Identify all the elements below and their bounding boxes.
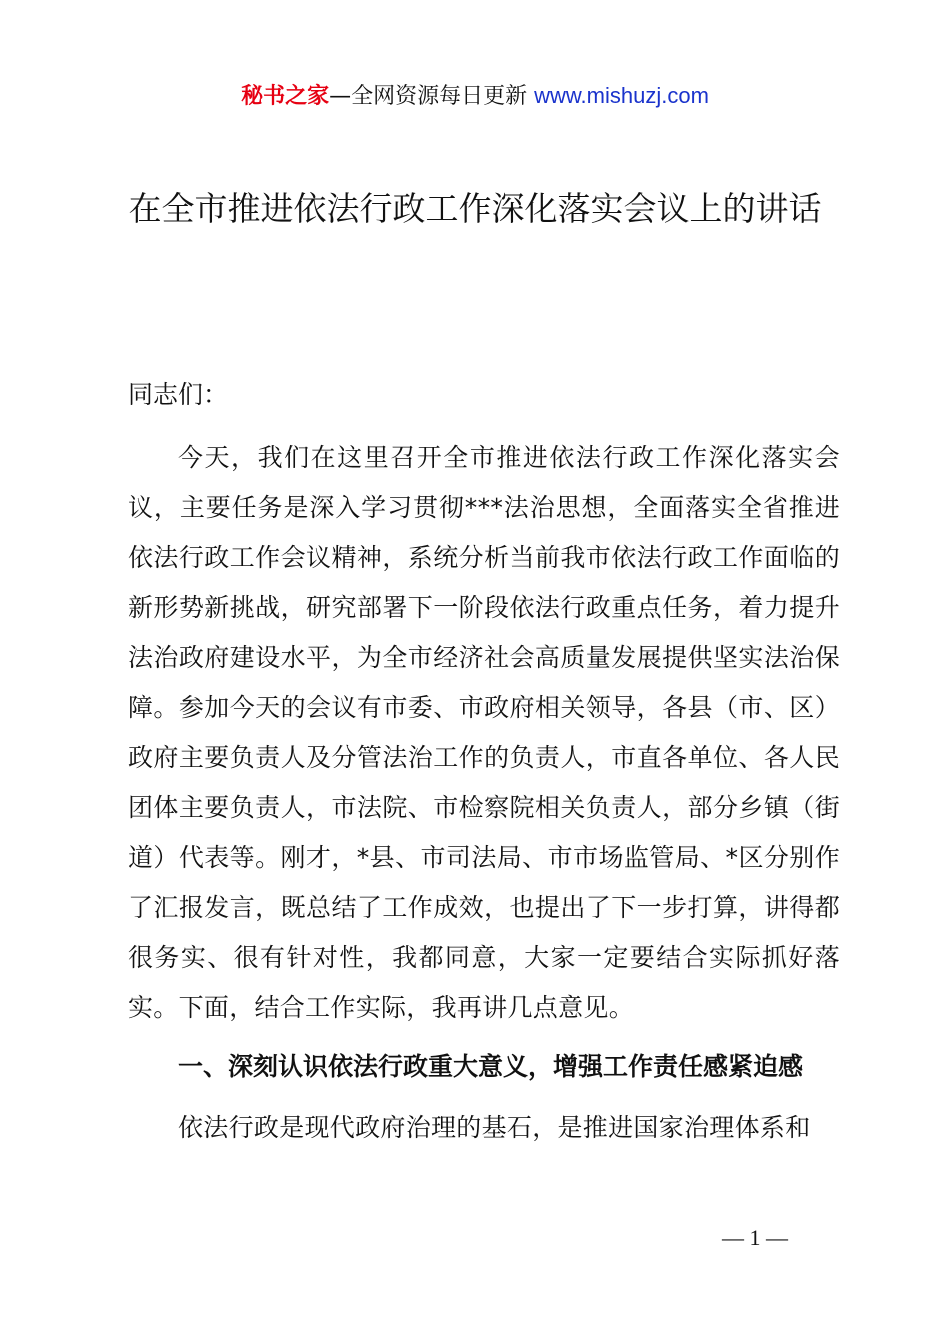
page-number: — 1 — <box>722 1225 788 1250</box>
salutation: 同志们： <box>128 380 229 409</box>
header-tagline: —全网资源每日更新 <box>329 84 535 109</box>
site-header <box>0 80 950 113</box>
body-paragraph-1 <box>128 433 840 1033</box>
document-title: 在全市推进依法行政工作深化落实会议上的讲话 <box>128 189 822 228</box>
section-heading-1: 一、深刻认识依法行政重大意义，增强工作责任感紧迫感 <box>178 1052 804 1081</box>
paragraph-text: 今天，我们在这里召开全市推进依法行政工作深化落实会议，主要任务是深入学习贯彻***法治思想，全面落实全省推进依法行政工作会议精神，系统分析当前我市依法行政工作面临的新形势新挑战，研究部署下一阶段依法行政重点任务，着力提升法治政府建设水平，为全市经济社会高质量发展提供坚实法治保障。参加今天的会议有市委、市政府相关领导，各县（市、区）政府主要负责人及分管法治工作的负责人，市直各单位、各人民团体主要负责人，市法院、市检察院相关负责人，部分乡镇（街道）代表等。刚才，*县、市司法局、市市场监管局、*区分别作了汇报发言，既总结了工作成效，也提出了下一步打算，讲得都很务实、很有针对性，我都同意，大家一定要结合实际抓好落实。下面，结合工作实际，我再讲几点意见。 <box>128 443 840 1022</box>
site-url-link[interactable]: www.mishuzj.com <box>534 83 709 108</box>
body-paragraph-2 <box>128 1103 840 1153</box>
paragraph-text: 依法行政是现代政府治理的基石，是推进国家治理体系和 <box>178 1113 811 1142</box>
brand-name: 秘书之家 <box>241 84 330 109</box>
